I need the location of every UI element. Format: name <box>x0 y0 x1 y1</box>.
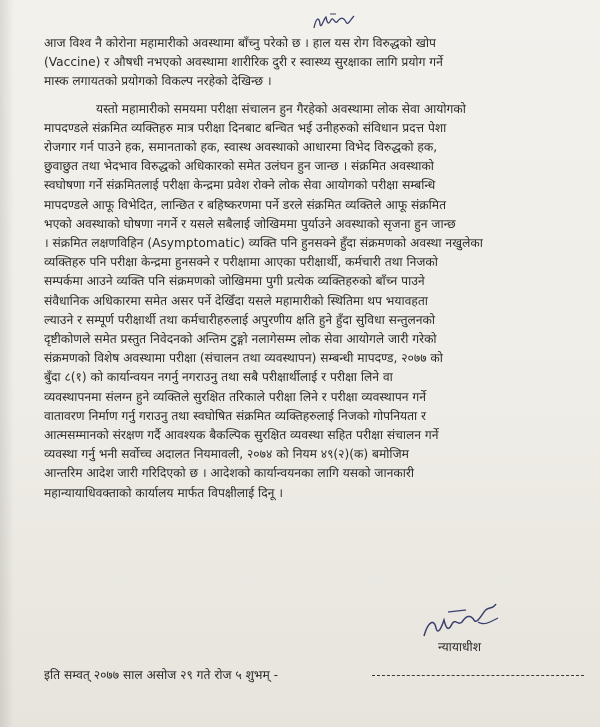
initial-signature <box>310 10 358 34</box>
paragraph-1 <box>44 34 576 92</box>
paragraph-2 <box>44 100 576 503</box>
paragraph-2-line: आत्मसम्मानको संरक्षण गर्दै आवश्यक बैकल्पिक सुरक्षित व्यवस्था सहित परीक्षा संचालन गर्ने <box>44 428 439 443</box>
paragraph-2-line: मापदण्डले संक्रमित व्यक्तिहरु मात्र परीक्षा दिनबाट बन्चित भई उनीहरुको संविधान प्रदत्त पेशा <box>44 120 447 135</box>
paragraph-1-line: (Vaccine) र औषधी नभएको अवस्थामा शारीरिक दुरी र स्वास्थ्य सुरक्षाका लागि प्रयोग गर्ने <box>44 55 443 70</box>
paragraph-2-line: दृष्टीकोणले समेत प्रस्तुत निवेदनको अन्तिम टुङ्गो नलागेसम्म लोक सेवा आयोगले जारी गरेको <box>44 332 437 347</box>
paragraph-1-line: आज विश्व नै कोरोना महामारीको अवस्थामा बाँच्नु परेको छ । हाल यस रोग विरुद्धको खोप <box>44 36 436 50</box>
paragraph-2-line: ल्याउने र सम्पूर्ण परीक्षार्थी तथा कर्मचारीहरुलाई अपुरणीय क्षति हुने हुँदा सुविधा सन्तुलनको <box>44 312 436 327</box>
paragraph-2-line: भएको अवस्थाको घोषणा नगर्ने र यसले सबैलाई जोखिममा पुर्याउने अवस्थाको सृजना हुन जान्छ <box>44 216 456 231</box>
paragraph-2-line: स्वघोषणा गर्ने संक्रमितलाई परीक्षा केन्द्रमा प्रवेश रोक्ने लोक सेवा आयोगको परीक्षा सम्बन्धि <box>44 178 436 193</box>
paragraph-2-line: संवैधानिक अधिकारमा समेत असर पर्ने देखिँदा यसले महामारीको स्थितिमा थप भयावहता <box>44 293 428 308</box>
paragraph-1-line: मास्क लगायतको प्रयोगको विकल्प नरहेको देखिन्छ । <box>44 74 272 89</box>
paragraph-2-line: । संक्रमित लक्षणविहिन (Asymptomatic) व्यक्ति पनि हुनसक्ने हुँदा संक्रमणको अवस्था नखुलेका <box>44 236 483 251</box>
paragraph-2-line: सम्पर्कमा आउने व्यक्ति पनि संक्रमणको जोखिममा पुगी प्रत्येक व्यक्तिहरुको बाँच्न पाउने <box>44 274 425 289</box>
paragraph-2-line: यस्तो महामारीको समयमा परीक्षा संचालन हुन गैरहेको अवस्थामा लोक सेवा आयोगको <box>96 101 466 116</box>
judge-title: न्यायाधीश <box>438 640 481 654</box>
paragraph-2-line: व्यवस्थापनमा संलग्न हुने व्यक्तिले सुरक्षित तरिकाले परीक्षा लिने र परीक्षा व्यवस्थापन गर्ने <box>44 389 427 404</box>
paragraph-2-line: व्यक्तिहरु पनि परीक्षा केन्द्रमा हुनसक्ने र परीक्षामा आएका परीक्षार्थी, कर्मचारी तथा निजको <box>44 255 438 270</box>
order-text <box>44 34 576 511</box>
paragraph-2-line: महान्यायाधिवक्ताको कार्यालय मार्फत विपक्षीलाई दिनू । <box>44 485 283 500</box>
paragraph-2-line: व्यवस्था गर्नु भनी सर्वोच्च अदालत नियमावली, २०७४ को नियम ४९(२)(क) बमोजिम <box>44 447 409 462</box>
date-line: इति सम्वत् २०७७ साल असोज २९ गते रोज ५ शुभम् - <box>44 668 279 682</box>
page-edge-shadow <box>0 0 14 727</box>
paragraph-2-line: मापदण्डले आफू विभेदित, लान्छित र बहिष्करणमा पर्ने डरले संक्रमित व्यक्तिले आफू संक्रमित <box>44 197 447 212</box>
paragraph-2-line: बुँदा ८(१) को कार्यान्वयन नगर्नु नगराउनु तथा सबै परीक्षार्थीलाई र परीक्षा लिने वा <box>44 370 393 385</box>
paragraph-2-line: छुवाछुत तथा भेदभाव विरुद्धको अधिकारको समेत उलंघन हुन जान्छ । संक्रमित अवस्थाको <box>44 159 434 174</box>
paragraph-2-line: संक्रमणको विशेष अवस्थामा परीक्षा (संचालन तथा व्यवस्थापन) सम्बन्धी मापदण्ड, २०७७ को <box>44 351 443 366</box>
paragraph-2-line: रोजगार गर्न पाउने हक, समानताको हक, स्वास्थ अवस्थाको आधारमा विभेद विरुद्धको हक, <box>44 140 438 155</box>
paragraph-2-line: वातावरण निर्माण गर्नु गराउनु तथा स्वघोषित संक्रमित व्यक्तिहरुलाई निजको गोपनियता र <box>44 408 427 423</box>
paragraph-2-line: आन्तरिम आदेश जारी गरिदिएको छ । आदेशको कार्यान्वयनका लागि यसको जानकारी <box>44 466 415 481</box>
dashed-line <box>372 675 584 676</box>
